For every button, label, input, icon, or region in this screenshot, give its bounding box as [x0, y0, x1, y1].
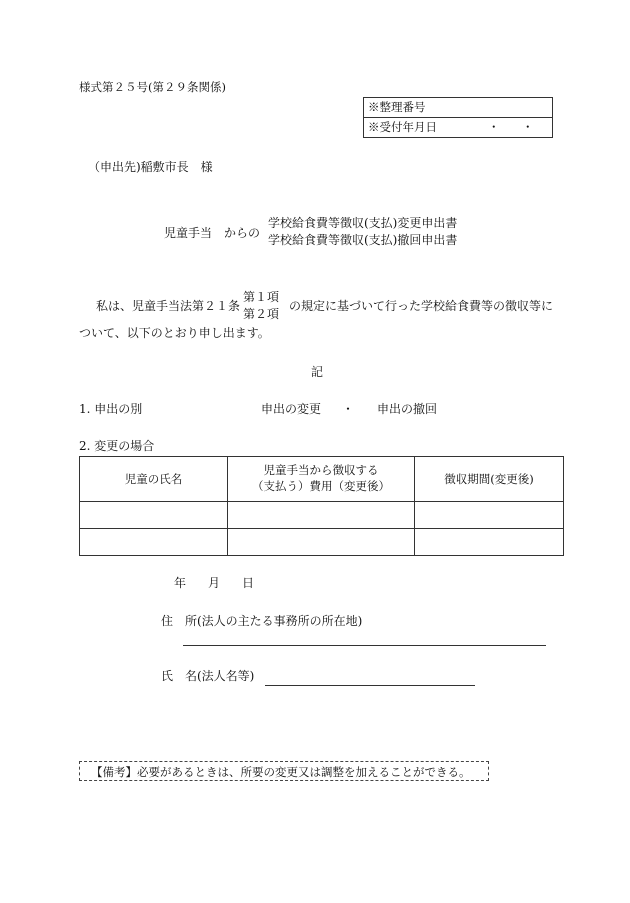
address-input-line[interactable]: [183, 645, 546, 646]
table-cell[interactable]: [228, 502, 415, 529]
section2-label: 2. 変更の場合: [79, 439, 155, 453]
date-month-label: 月: [208, 576, 221, 590]
table-row: [80, 502, 564, 529]
header-cost-line2: （支払う）費用（変更後）: [252, 479, 390, 493]
choice-change[interactable]: 申出の変更: [261, 402, 322, 416]
header-cost-line1: 児童手当から徴収する: [263, 463, 379, 478]
ki-heading: 記: [311, 365, 324, 379]
table-cell[interactable]: [228, 529, 415, 556]
body-line2: ついて、以下のとおり申し出ます。: [79, 326, 270, 340]
title-option-withdraw: 学校給食費等徴収(支払)撤回申出書: [268, 233, 458, 247]
header-period: 徴収期間(変更後): [415, 457, 564, 502]
title-prefix: 児童手当 からの: [164, 226, 261, 240]
table-row: [80, 529, 564, 556]
date-day-label: 日: [242, 576, 255, 590]
reference-number-label: ※整理番号: [368, 100, 426, 114]
table-cell[interactable]: [80, 529, 228, 556]
reference-number-field[interactable]: [364, 98, 552, 117]
body-rest: の規定に基づいて行った学校給食費等の徴収等に: [289, 299, 554, 313]
header-cost: [228, 457, 415, 502]
form-number: 様式第２５号(第２９条関係): [79, 80, 226, 94]
title-option-change: 学校給食費等徴収(支払)変更申出書: [268, 216, 458, 230]
address-label: 住 所(法人の主たる事務所の所在地): [161, 614, 363, 628]
name-input-line[interactable]: [265, 685, 475, 686]
note-box: [79, 761, 489, 781]
section1-label: 1. 申出の別: [79, 402, 143, 416]
receipt-box: [363, 97, 553, 138]
change-table: [79, 456, 564, 556]
note-text: 【備考】必要があるときは、所要の変更又は調整を加えることができる。: [91, 765, 471, 779]
received-date-sep: ・: [522, 120, 534, 134]
table-header-row: [80, 457, 564, 502]
received-date-field[interactable]: [364, 117, 552, 137]
date-year-label: 年: [174, 576, 187, 590]
received-date-sep: ・: [488, 120, 500, 134]
clause-option-2: 第２項: [243, 307, 280, 321]
received-date-label: ※受付年月日: [368, 120, 437, 134]
choice-withdraw[interactable]: 申出の撤回: [377, 402, 438, 416]
choice-separator: ・: [342, 402, 355, 416]
body-intro: 私は、児童手当法第２１条: [96, 299, 241, 313]
name-label: 氏 名(法人名等): [161, 669, 255, 683]
table-cell[interactable]: [415, 529, 564, 556]
clause-option-1: 第１項: [243, 290, 280, 304]
table-cell[interactable]: [80, 502, 228, 529]
table-cell[interactable]: [415, 502, 564, 529]
addressee: （申出先)稲敷市長 様: [88, 160, 213, 174]
header-child-name: 児童の氏名: [80, 457, 228, 502]
